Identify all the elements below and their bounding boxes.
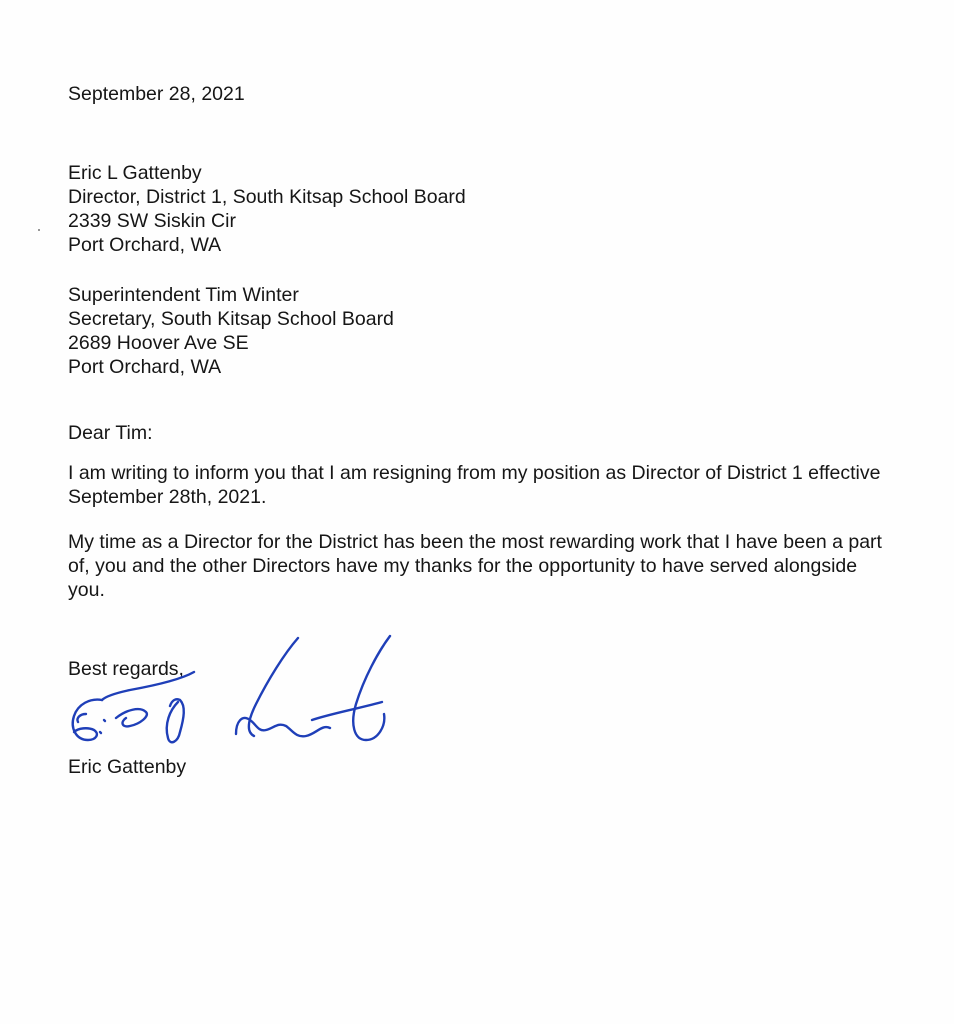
recipient-street: 2689 Hoover Ave SE xyxy=(68,332,249,354)
handwritten-signature xyxy=(60,628,400,758)
body-paragraph-1: I am writing to inform you that I am resigning from my position as Director of District 1 effective September 28th, 2021. xyxy=(68,462,881,508)
recipient-city: Port Orchard, WA xyxy=(68,356,222,378)
salutation: Dear Tim: xyxy=(68,422,153,444)
sender-name: Eric L Gattenby xyxy=(68,162,202,184)
sender-title: Director, District 1, South Kitsap School Board xyxy=(68,186,466,208)
body-paragraph-2: My time as a Director for the District has been the most rewarding work that I have been a part of, you and the other Directors have my thanks for the opportunity to have served alongside you. xyxy=(68,531,882,601)
sender-city: Port Orchard, WA xyxy=(68,234,222,256)
scan-speck xyxy=(38,229,40,231)
recipient-title: Secretary, South Kitsap School Board xyxy=(68,308,394,330)
recipient-name: Superintendent Tim Winter xyxy=(68,284,299,306)
recipient-address xyxy=(68,283,394,379)
sender-street: 2339 SW Siskin Cir xyxy=(68,210,236,232)
letter-date: September 28, 2021 xyxy=(68,83,245,105)
closing: Best regards, xyxy=(68,658,184,680)
sender-address xyxy=(68,161,466,257)
signature-name: Eric Gattenby xyxy=(68,756,187,778)
